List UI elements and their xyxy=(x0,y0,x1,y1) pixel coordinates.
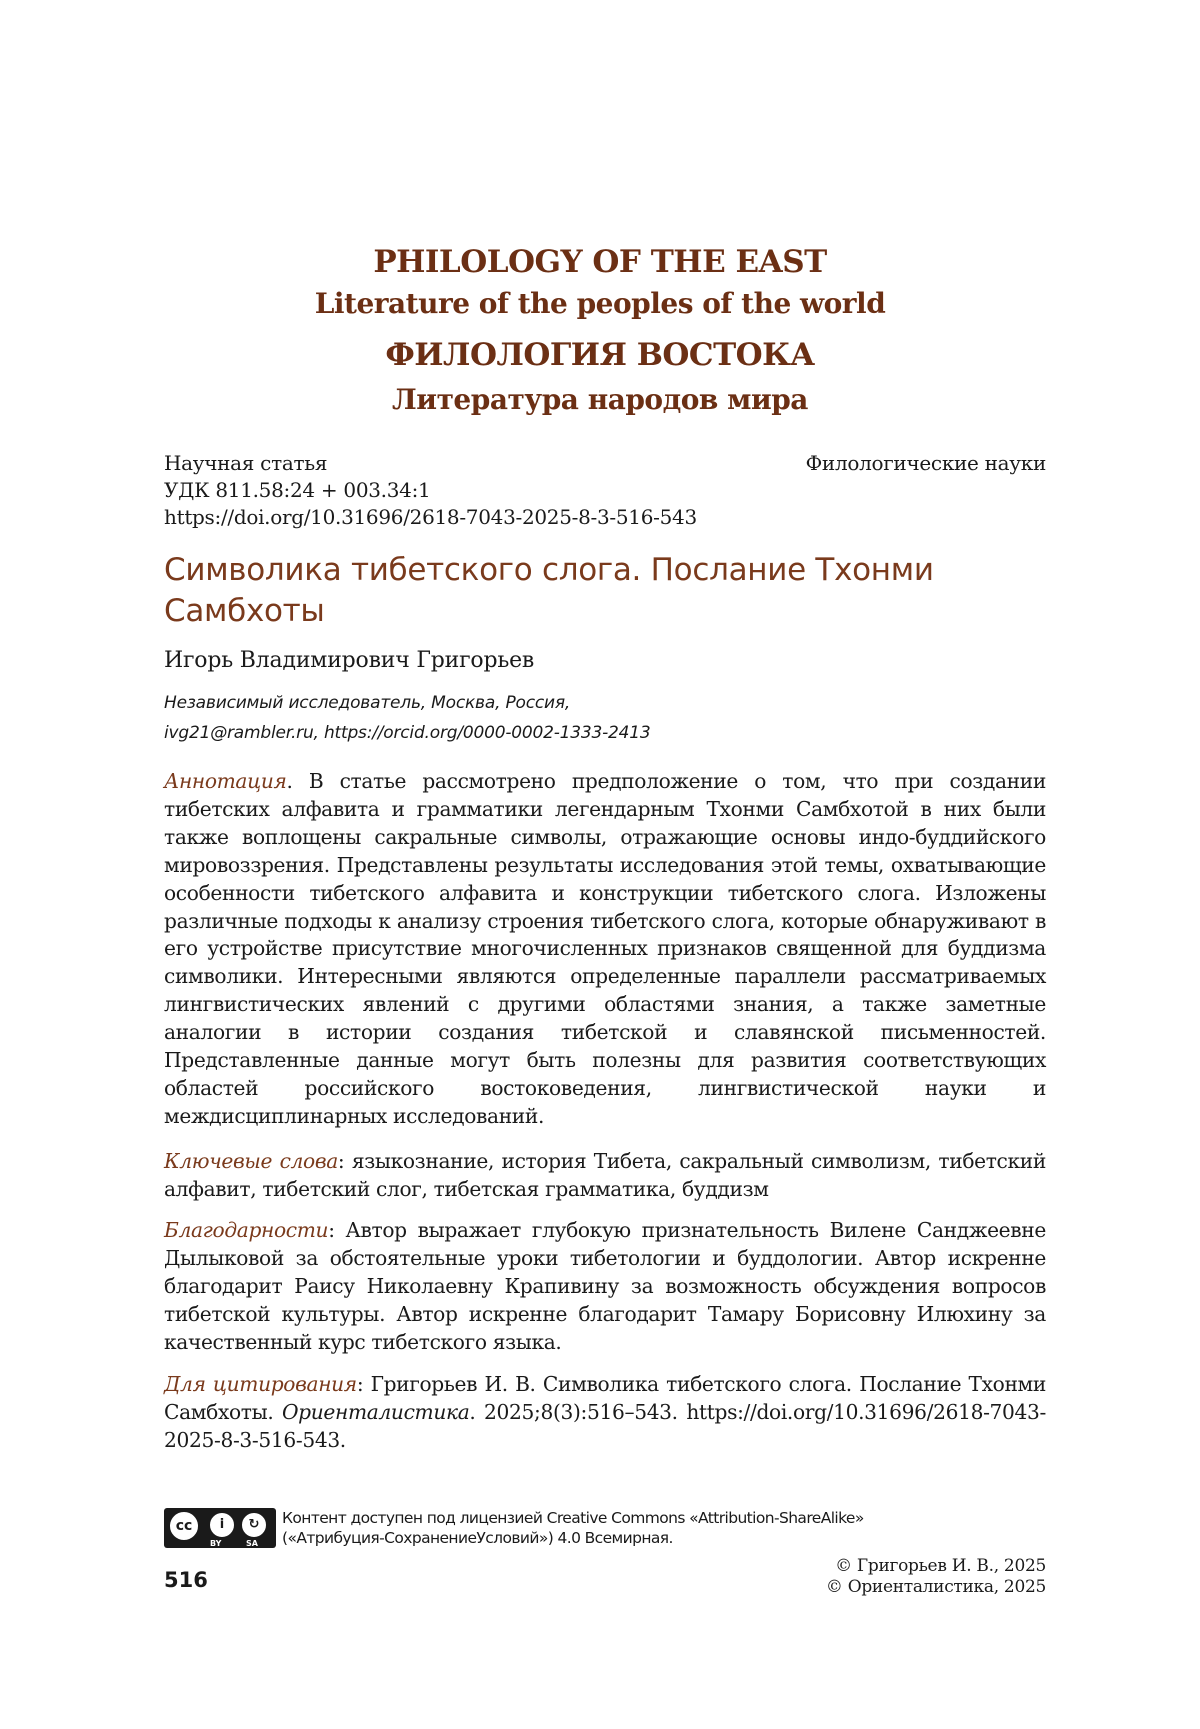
rubric-title-en: PHILOLOGY OF THE EAST xyxy=(373,244,827,280)
attribution-icon: i xyxy=(208,1511,236,1539)
rubric-subtitle-ru: Литература народов мира xyxy=(392,383,808,416)
license-line-1: Контент доступен под лицензией Creative Commons «Attribution-ShareAlike» xyxy=(282,1509,864,1527)
acknowledgements-label: Благодарности xyxy=(164,1218,329,1242)
license-line-2: («Атрибуция-СохранениеУсловий») 4.0 Всемирная. xyxy=(282,1529,673,1547)
abstract xyxy=(164,768,1046,1131)
rubric-subtitle-en: Literature of the peoples of the world xyxy=(314,287,886,320)
abstract-label: Аннотация xyxy=(164,769,287,793)
keywords-label: Ключевые слова xyxy=(164,1149,338,1173)
citation-journal: Ориенталистика xyxy=(281,1399,470,1424)
author-name: Игорь Владимирович Григорьев xyxy=(164,648,535,673)
affiliation-line: Независимый исследователь, Москва, Россия, xyxy=(164,693,571,713)
license-text xyxy=(282,1508,864,1548)
citation-text-before: : Григорьев И. В. Символика тибетского слога. Послание Тхонми Самбхоты. xyxy=(164,1372,1047,1424)
author-contacts[interactable]: ivg21@rambler.ru, https://orcid.org/0000-0002-1333-2413 xyxy=(164,723,651,743)
badge-by-label: BY xyxy=(210,1539,222,1548)
udc-code: УДК 811.58:24 + 003.34:1 xyxy=(164,478,431,502)
citation-label: Для цитирования xyxy=(164,1372,357,1396)
abstract-text: . В статье рассмотрено предположение о том, что при создании тибетских алфавита и грамматики легендарным Тхонми Самбхотой в них были также воплощены сакральные символы, отражающие основы индо-буддийского мировоззрения. Представлены результаты исследования этой темы, охватывающие особенности тибетского алфавита и конструкции тибетского слога. Изложены различные подходы к анализу строения тибетского слога, которые обнаруживают в его устройстве присутствие многочисленных признаков священной для буддизма символики. Интересными являются определенные параллели рассматриваемых лингвистических явлений с другими областями знания, а также заметные аналогии в истории создания тибетской и славянской письменностей. Представленные данные могут быть полезны для развития соответствующих областей российского востоковедения, лингвистической науки и междисциплинарных исследований. xyxy=(164,769,1046,1128)
citation xyxy=(164,1371,1046,1455)
acknowledgements xyxy=(164,1217,1046,1357)
copyright-journal: © Ориенталистика, 2025 xyxy=(825,1577,1046,1597)
article-field: Филологические науки xyxy=(805,451,1046,475)
citation-text-after: . 2025;8(3):516–543. https://doi.org/10.31696/2618-7043-2025-8-3-516-543. xyxy=(164,1399,1046,1452)
keywords-text: : языкознание, история Тибета, сакральный символизм, тибетский алфавит, тибетский слог, тибетская грамматика, буддизм xyxy=(164,1149,1046,1201)
license-block xyxy=(164,1508,864,1548)
keywords xyxy=(164,1148,1046,1204)
badge-sa-label: SA xyxy=(246,1539,258,1548)
rubric-header xyxy=(0,240,1200,420)
author-affiliation xyxy=(164,688,1046,748)
cc-by-sa-badge-icon[interactable] xyxy=(164,1508,276,1548)
share-alike-icon: ↻ xyxy=(240,1511,268,1539)
doi-link[interactable]: https://doi.org/10.31696/2618-7043-2025-8-3-516-543 xyxy=(164,505,697,529)
article-title: Символика тибетского слога. Послание Тхонми Самбхоты xyxy=(164,552,934,629)
copyright-author: © Григорьев И. В., 2025 xyxy=(835,1556,1046,1576)
page-number: 516 xyxy=(164,1568,208,1592)
article-type: Научная статья xyxy=(164,451,328,475)
copyright xyxy=(826,1556,1046,1598)
cc-icon: cc xyxy=(168,1510,200,1542)
acknowledgements-text: : Автор выражает глубокую признательность Вилене Санджеевне Дылыковой за обстоятельные уроки тибетологии и буддологии. Автор искренне благодарит Раису Николаевну Крапивину за возможность обсуждения вопросов тибетской культуры. Автор искренне благодарит Тамару Борисовну Илюхину за качественный курс тибетского языка. xyxy=(164,1218,1046,1354)
rubric-title-ru: ФИЛОЛОГИЯ ВОСТОКА xyxy=(385,337,815,373)
article-meta xyxy=(164,450,1046,531)
